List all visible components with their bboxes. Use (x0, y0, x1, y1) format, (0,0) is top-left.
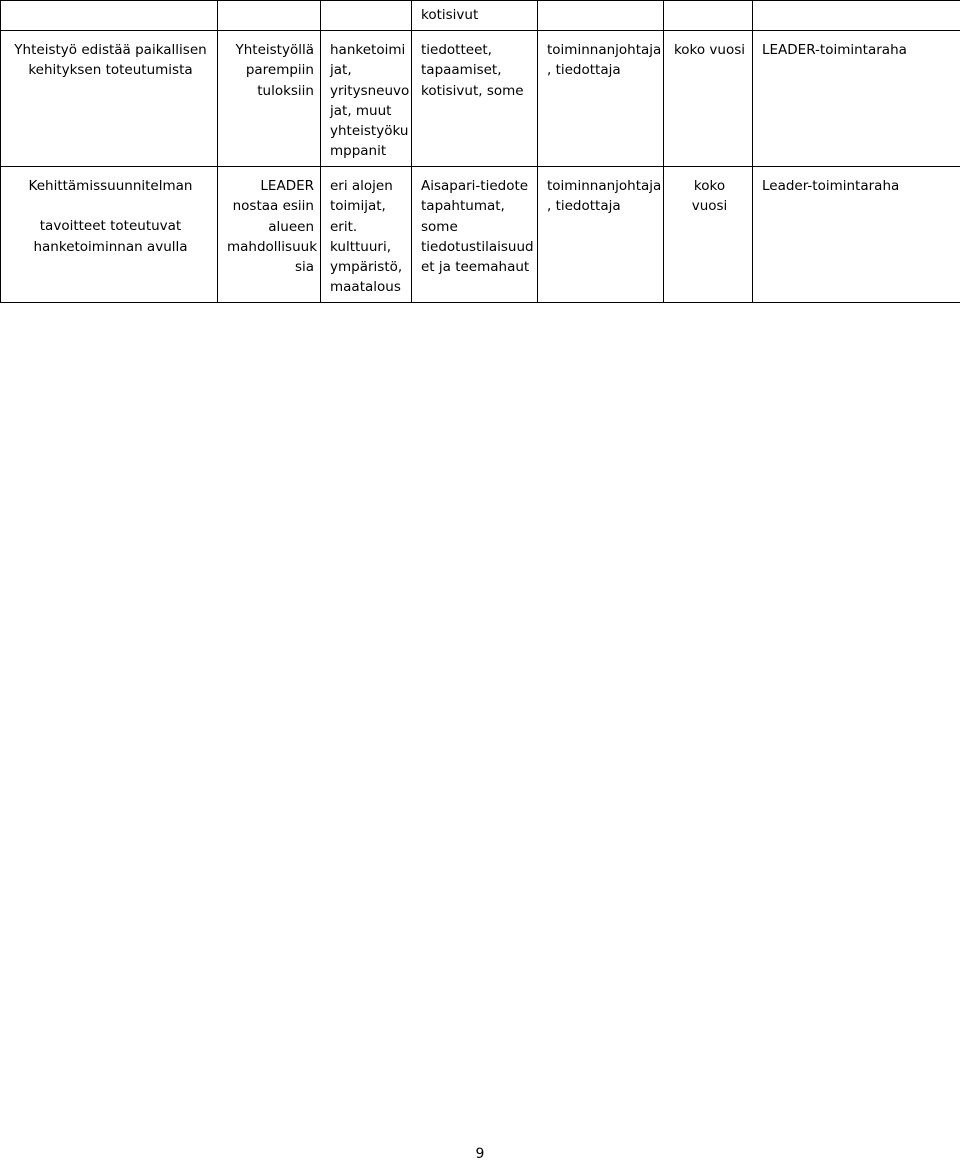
table-row (1, 31, 960, 167)
cell-text: alueen (268, 218, 314, 235)
cell-text: toimijat, (330, 198, 386, 215)
cell-text: Yhteistyöllä (235, 42, 314, 58)
table-cell-means (218, 31, 321, 167)
cell-text: sia (294, 259, 314, 276)
cell-text: LEADER-toimintaraha (762, 42, 907, 58)
cell-text: ympäristö, (330, 259, 403, 276)
cell-text: et ja teemahaut (421, 259, 530, 276)
cell-text: Yhteistyö edistää paikallisen (14, 42, 207, 58)
cell-text: hanketoiminnan avulla (33, 238, 188, 255)
table-cell-goal (1, 167, 218, 303)
cell-text: koko vuosi (673, 42, 746, 58)
cell-text: Leader-toimintaraha (762, 178, 900, 194)
table-cell-channels (412, 1, 538, 31)
table-cell-schedule (664, 31, 753, 167)
table-cell-responsible (538, 167, 664, 303)
cell-text: toiminnanjohtaja (547, 42, 662, 58)
cell-text: mahdollisuuk (227, 238, 318, 255)
table-cell-goal (1, 31, 218, 167)
table-cell (538, 1, 664, 31)
cell-text: nostaa esiin (232, 198, 314, 215)
table-cell (218, 1, 321, 31)
cell-text: , tiedottaja (547, 62, 621, 79)
table-cell (664, 1, 753, 31)
cell-text: LEADER (260, 178, 314, 194)
table-cell-channels (412, 31, 538, 167)
table-cell-target-group (321, 31, 412, 167)
table-cell-target-group (321, 167, 412, 303)
cell-text: tiedotustilaisuud (421, 238, 534, 255)
cell-text: hanketoimi (330, 42, 406, 58)
table-cell (753, 1, 960, 31)
table-cell-means (218, 167, 321, 303)
cell-text: , tiedottaja (547, 198, 621, 215)
table-cell (321, 1, 412, 31)
cell-text (10, 196, 211, 216)
cell-text: tapahtumat, (421, 198, 505, 215)
cell-text: vuosi (691, 198, 728, 215)
cell-text: yhteistyöku (330, 123, 409, 140)
cell-text: kehityksen toteutumista (28, 62, 193, 79)
table-row-continued (1, 1, 960, 31)
cell-text: maatalous (330, 279, 401, 296)
cell-text: jat, muut (330, 102, 392, 119)
cell-text: tapaamiset, (421, 62, 502, 79)
cell-text: Kehittämissuunnitelman (28, 178, 193, 194)
table-cell-funding (753, 167, 960, 303)
table-cell (1, 1, 218, 31)
table-row (1, 167, 960, 303)
table-cell-funding (753, 31, 960, 167)
cell-text: erit. (330, 218, 358, 235)
cell-text: kotisivut (421, 7, 479, 23)
table-cell-schedule (664, 167, 753, 303)
table-cell-channels (412, 167, 538, 303)
cell-text: tavoitteet toteutuvat (39, 218, 182, 235)
cell-text: kotisivut, some (421, 82, 524, 99)
cell-text: some (421, 218, 458, 235)
cell-text: kulttuuri, (330, 238, 392, 255)
plan-table (0, 0, 960, 303)
table-cell-responsible (538, 31, 664, 167)
cell-text: yritysneuvo (330, 82, 410, 99)
cell-text: mppanit (330, 143, 387, 160)
cell-text: toiminnanjohtaja (547, 178, 662, 194)
cell-text: parempiin (245, 62, 314, 79)
cell-text: Aisapari-tiedote (421, 178, 529, 194)
cell-text: jat, (330, 62, 352, 79)
cell-text: tuloksiin (257, 82, 314, 99)
cell-text: koko (693, 178, 726, 194)
cell-text: eri alojen (330, 178, 393, 194)
cell-text: tiedotteet, (421, 42, 492, 58)
page-number: 9 (475, 1146, 485, 1162)
